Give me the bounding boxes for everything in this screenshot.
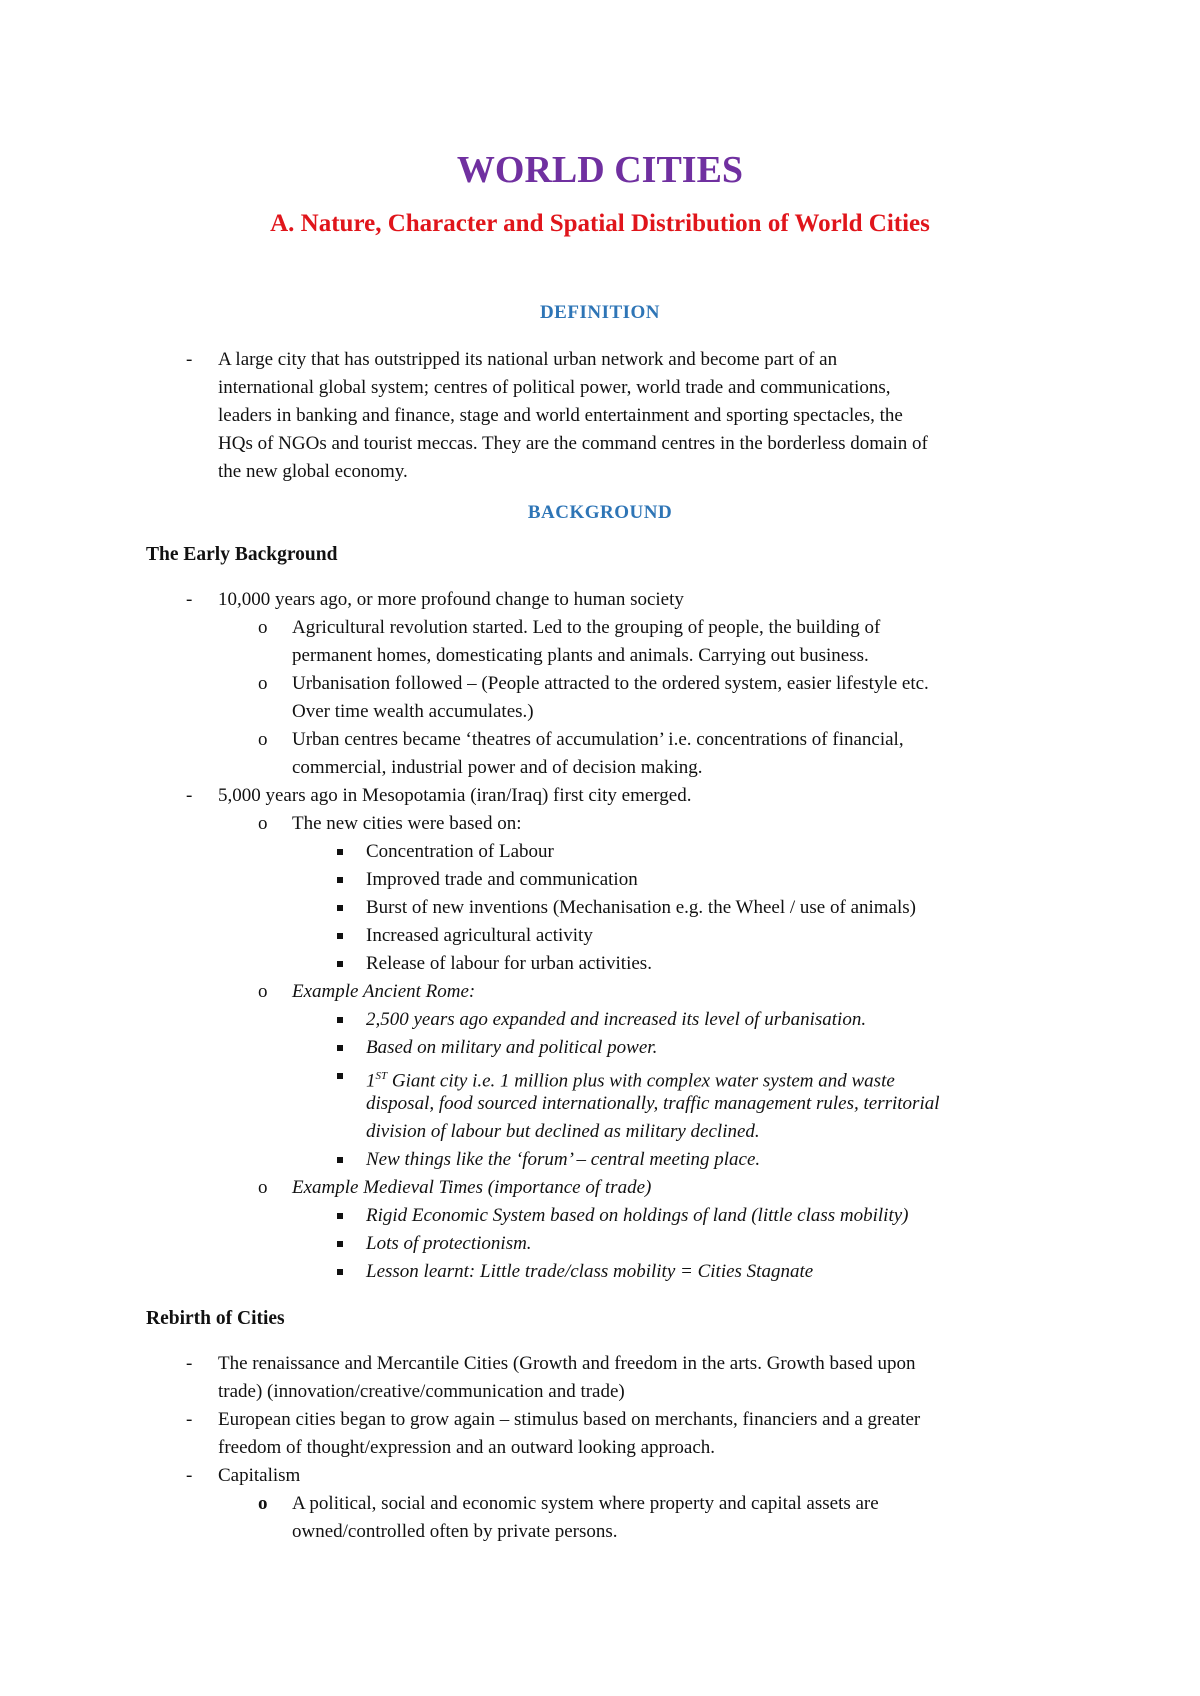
- bullet-text: The renaissance and Mercantile Cities (Growth and freedom in the arts. Growth based upon: [218, 1353, 916, 1374]
- section-heading-background: BACKGROUND: [527, 502, 673, 523]
- definition-line: A large city that has outstripped its national urban network and become part of an: [218, 349, 838, 370]
- rome-text: Giant city i.e. 1 million plus with complex water system and waste: [387, 1070, 895, 1092]
- bullet-text: 10,000 years ago, or more profound change to human society: [218, 589, 684, 610]
- sub-bullet-text: Agricultural revolution started. Led to the grouping of people, the building of: [292, 617, 881, 638]
- dash-marker: -: [186, 1465, 193, 1486]
- circle-marker: o: [258, 1493, 268, 1514]
- sub-sub-bullet-text: Rigid Economic System based on holdings of land (little class mobility): [366, 1205, 909, 1226]
- subheading-rebirth: Rebirth of Cities: [146, 1308, 285, 1329]
- definition-line: HQs of NGOs and tourist meccas. They are the command centres in the borderless domain of: [218, 433, 928, 454]
- sub-sub-bullet-text: New things like the ‘forum’ – central meeting place.: [366, 1149, 761, 1170]
- definition-line: leaders in banking and finance, stage and world entertainment and sporting spectacles, the: [218, 405, 903, 426]
- square-bullet-icon: [337, 933, 343, 939]
- dash-marker: -: [186, 785, 193, 806]
- sub-bullet-text: Example Medieval Times (importance of trade): [292, 1177, 652, 1198]
- definition-line: international global system; centres of political power, world trade and communications,: [218, 377, 891, 398]
- square-bullet-icon: [337, 1045, 343, 1051]
- dash-marker: -: [186, 1409, 193, 1430]
- sub-sub-bullet-text: disposal, food sourced internationally, traffic management rules, territorial: [366, 1093, 940, 1114]
- dash-marker: -: [186, 589, 193, 610]
- sub-sub-bullet-text: Increased agricultural activity: [366, 925, 593, 946]
- dash-marker: -: [186, 349, 193, 370]
- square-bullet-icon: [337, 905, 343, 911]
- square-bullet-icon: [337, 1269, 343, 1275]
- circle-marker: o: [258, 617, 268, 638]
- sub-bullet-text: Example Ancient Rome:: [292, 981, 476, 1002]
- sub-bullet-text: permanent homes, domesticating plants and animals. Carrying out business.: [292, 645, 869, 666]
- sub-sub-bullet-text: Release of labour for urban activities.: [366, 953, 652, 974]
- square-bullet-icon: [337, 1213, 343, 1219]
- circle-marker: o: [258, 1177, 268, 1198]
- circle-marker: o: [258, 981, 268, 1002]
- page-title: WORLD CITIES: [456, 149, 744, 191]
- circle-marker: o: [258, 729, 268, 750]
- circle-marker: o: [258, 673, 268, 694]
- square-bullet-icon: [337, 1073, 343, 1079]
- square-bullet-icon: [337, 961, 343, 967]
- sub-bullet-text: A political, social and economic system where property and capital assets are: [292, 1493, 879, 1514]
- sub-sub-bullet-text: Burst of new inventions (Mechanisation e.g. the Wheel / use of animals): [366, 897, 916, 918]
- page-subtitle: A. Nature, Character and Spatial Distribution of World Cities: [270, 210, 930, 237]
- bullet-text: trade) (innovation/creative/communication and trade): [218, 1381, 625, 1402]
- ordinal-number: 1: [366, 1070, 376, 1092]
- square-bullet-icon: [337, 849, 343, 855]
- section-heading-definition: DEFINITION: [539, 302, 661, 323]
- bullet-text: 5,000 years ago in Mesopotamia (iran/Iraq) first city emerged.: [218, 785, 692, 806]
- square-bullet-icon: [337, 1241, 343, 1247]
- sub-bullet-text: The new cities were based on:: [292, 813, 522, 834]
- sub-sub-bullet-text: Concentration of Labour: [366, 841, 554, 862]
- bullet-text: Capitalism: [218, 1465, 301, 1486]
- sub-bullet-text: owned/controlled often by private persons.: [292, 1521, 618, 1542]
- square-bullet-icon: [337, 1157, 343, 1163]
- sub-bullet-text: Over time wealth accumulates.): [292, 701, 534, 722]
- sub-sub-bullet-text: Lesson learnt: Little trade/class mobility = Cities Stagnate: [366, 1261, 814, 1282]
- subheading-early-background: The Early Background: [146, 544, 338, 565]
- dash-marker: -: [186, 1353, 193, 1374]
- sub-bullet-text: commercial, industrial power and of decision making.: [292, 757, 703, 778]
- sub-sub-bullet-text: Based on military and political power.: [366, 1037, 658, 1058]
- ordinal-superscript: ST: [375, 1070, 388, 1082]
- sub-bullet-text: Urbanisation followed – (People attracted to the ordered system, easier lifestyle etc.: [292, 673, 929, 694]
- definition-line: the new global economy.: [218, 461, 408, 482]
- sub-sub-bullet-text: Lots of protectionism.: [366, 1233, 532, 1254]
- bullet-text: European cities began to grow again – stimulus based on merchants, financiers and a greater: [218, 1409, 921, 1430]
- sub-sub-bullet-text: division of labour but declined as military declined.: [366, 1121, 760, 1142]
- square-bullet-icon: [337, 1017, 343, 1023]
- circle-marker: o: [258, 813, 268, 834]
- sub-sub-bullet-text: Improved trade and communication: [366, 869, 638, 890]
- square-bullet-icon: [337, 877, 343, 883]
- sub-bullet-text: Urban centres became ‘theatres of accumulation’ i.e. concentrations of financial,: [292, 729, 904, 750]
- bullet-text: freedom of thought/expression and an outward looking approach.: [218, 1437, 716, 1458]
- sub-sub-bullet-text: 2,500 years ago expanded and increased its level of urbanisation.: [366, 1009, 867, 1030]
